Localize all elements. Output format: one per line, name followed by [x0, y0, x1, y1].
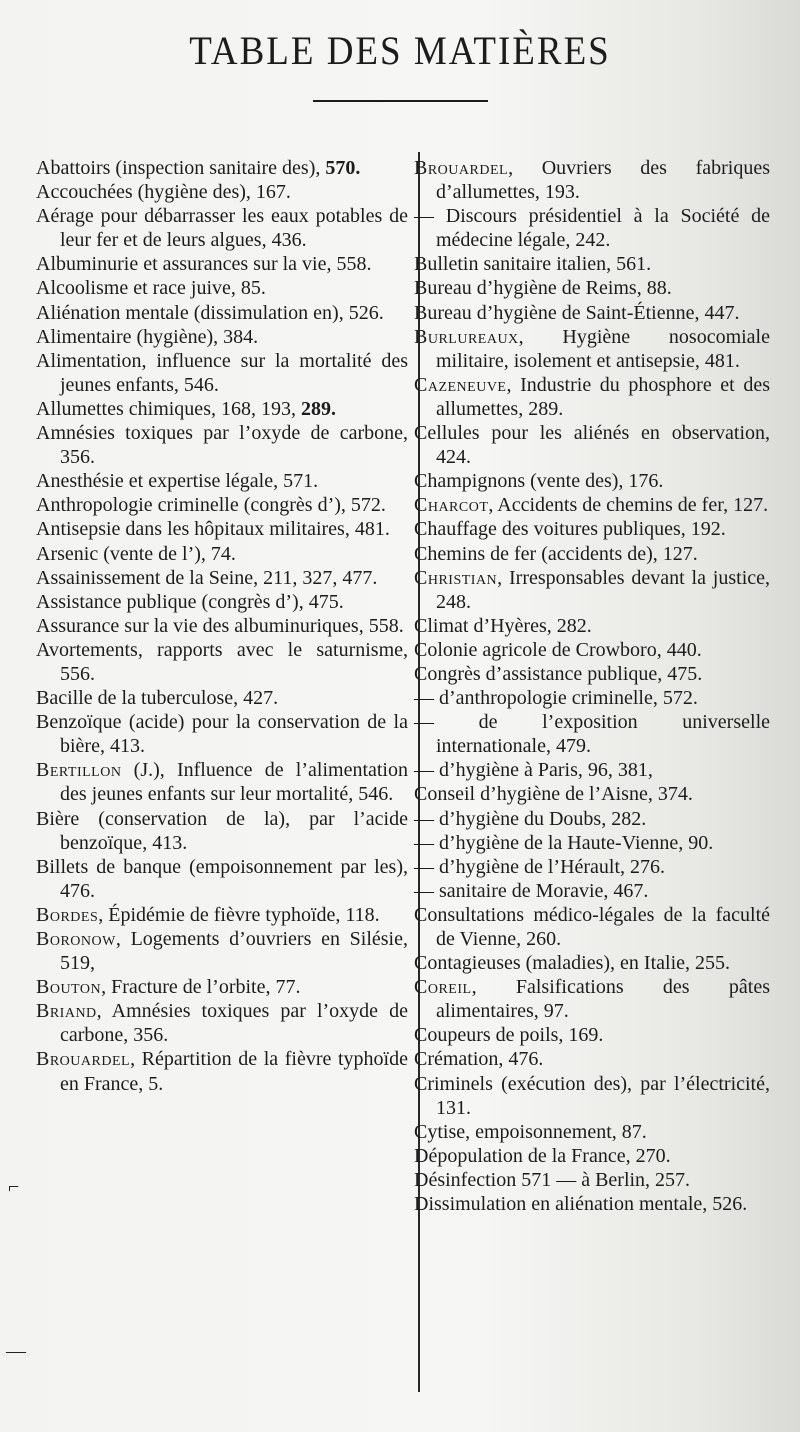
entry-text: Chauffage des voitures publiques, 192.	[414, 518, 726, 541]
index-entry	[414, 710, 770, 758]
index-entry	[414, 879, 770, 903]
entry-text: Cytise, empoisonnement, 87.	[414, 1120, 647, 1143]
entry-text: Coupeurs de poils, 169.	[414, 1024, 604, 1047]
entry-text: Assurance sur la vie des albuminuriques, 558.	[36, 614, 404, 637]
margin-mark: —	[6, 1340, 26, 1362]
index-entry	[36, 975, 408, 999]
index-entry	[36, 349, 408, 397]
entry-text: Contagieuses (maladies), en Italie, 255.	[414, 952, 731, 975]
index-entry	[36, 301, 408, 325]
author-name: Bouton	[36, 976, 102, 999]
index-entry	[414, 493, 770, 517]
author-name: Brouardel	[36, 1048, 131, 1071]
margin-mark: ⌐	[8, 1176, 20, 1198]
entry-text: Congrès d’assistance publique, 475.	[414, 662, 703, 685]
index-entry	[36, 686, 408, 710]
index-entry	[36, 325, 408, 349]
index-entry	[414, 1072, 770, 1120]
index-entry	[414, 566, 770, 614]
entry-text: Bureau d’hygiène de Saint-Étienne, 447.	[414, 301, 740, 324]
author-name: Boronow	[36, 928, 116, 950]
index-entry	[414, 252, 770, 276]
entry-text: Bacille de la tuberculose, 427.	[36, 687, 279, 710]
entry-text: Crémation, 476.	[414, 1048, 544, 1071]
right-column	[414, 156, 770, 1216]
index-entry	[414, 276, 770, 300]
index-entry	[414, 517, 770, 541]
index-entry	[414, 782, 770, 806]
entry-text: Amnésies toxiques par l’oxyde de carbone, 356.	[36, 422, 408, 469]
index-entry	[414, 686, 770, 710]
author-name: Bertillon	[36, 759, 122, 782]
entry-text: , Répartition de la fièvre typhoïde en France, 5.	[60, 1048, 408, 1095]
entry-text: Consultations médico-légales de la faculté de Vienne, 260.	[414, 903, 770, 950]
entry-text: Désinfection 571 — à Berlin, 257.	[414, 1168, 691, 1191]
entry-text: Allumettes chimiques, 168, 193,	[36, 397, 301, 420]
index-entry	[414, 325, 770, 373]
index-entry	[414, 1023, 770, 1047]
index-entry	[36, 542, 408, 566]
author-name: Briand	[36, 1000, 97, 1023]
index-entry	[414, 831, 770, 855]
entry-text: — d’anthropologie criminelle, 572.	[414, 687, 698, 710]
entry-text: Alcoolisme et race juive, 85.	[36, 277, 266, 300]
index-entry	[36, 999, 408, 1047]
author-name: Cazeneuve	[414, 373, 507, 396]
index-entry	[414, 1120, 770, 1144]
index-entry	[414, 903, 770, 951]
entry-text: Abattoirs (inspection sanitaire des),	[36, 157, 326, 179]
entry-text: Criminels (exécution des), par l’électricité, 131.	[414, 1072, 770, 1119]
entry-text: — d’hygiène à Paris, 96, 381,	[414, 759, 653, 782]
left-column	[36, 156, 408, 1096]
index-entry	[414, 542, 770, 566]
index-entry	[36, 590, 408, 614]
entry-text: Benzoïque (acide) pour la conservation de la bière, 413.	[36, 711, 408, 758]
entry-text: Dissimulation en aliénation mentale, 526.	[414, 1193, 748, 1216]
entry-text: Alimentaire (hygiène), 384.	[36, 325, 259, 348]
index-entry	[414, 1144, 770, 1168]
entry-text: Bureau d’hygiène de Reims, 88.	[414, 277, 672, 300]
entry-text: Champignons (vente des), 176.	[414, 470, 664, 493]
entry-text: Alimentation, influence sur la mortalité des jeunes enfants, 546.	[36, 349, 408, 396]
entry-text: Cellules pour les aliénés en observation, 424.	[414, 422, 770, 469]
entry-text: — d’hygiène du Doubs, 282.	[414, 807, 647, 830]
author-name: Burlureaux	[414, 325, 519, 348]
index-entry	[36, 614, 408, 638]
entry-text: Conseil d’hygiène de l’Aisne, 374.	[414, 783, 693, 806]
entry-text: , Fracture de l’orbite, 77.	[101, 976, 301, 999]
index-entry	[36, 517, 408, 541]
entry-text: Colonie agricole de Crowboro, 440.	[414, 638, 702, 661]
index-entry	[414, 855, 770, 879]
entry-text: Billets de banque (empoisonnement par les), 476.	[36, 855, 408, 902]
index-entry	[414, 1168, 770, 1192]
entry-text: Climat d’Hyères, 282.	[414, 614, 592, 637]
author-name: Bordes	[36, 903, 99, 926]
entry-text: , Amnésies toxiques par l’oxyde de carbone, 356.	[60, 1000, 408, 1047]
title-rule	[313, 100, 488, 102]
entry-text: Aliénation mentale (dissimulation en), 526.	[36, 301, 384, 324]
index-entry	[36, 1047, 408, 1095]
author-name: Charcot	[414, 494, 489, 517]
entry-text: Bière (conservation de la), par l’acide benzoïque, 413.	[36, 807, 408, 854]
entry-page-bold: 570.	[325, 157, 361, 179]
index-entry	[414, 638, 770, 662]
index-entry	[36, 276, 408, 300]
entry-text: — d’hygiène de l’Hérault, 276.	[414, 855, 666, 878]
entry-text: , Hygiène nosocomiale militaire, isolement et antisepsie, 481.	[436, 325, 770, 372]
index-entry	[414, 758, 770, 782]
entry-text: , Épidémie de fièvre typhoïde, 118.	[98, 903, 380, 926]
entry-text: Assistance publique (congrès d’), 475.	[36, 590, 344, 613]
index-entry	[36, 927, 408, 975]
index-entry	[414, 469, 770, 493]
index-entry	[36, 204, 408, 252]
index-entry	[36, 180, 408, 204]
index-entry	[36, 156, 408, 180]
author-name: Coreil	[414, 976, 472, 999]
index-entry	[36, 638, 408, 686]
index-entry	[36, 252, 408, 276]
entry-text: Avortements, rapports avec le saturnisme, 556.	[36, 638, 408, 685]
entry-text: — sanitaire de Moravie, 467.	[414, 879, 649, 902]
index-entry	[414, 301, 770, 325]
index-entry	[36, 566, 408, 590]
entry-text: Assainissement de la Seine, 211, 327, 477.	[36, 566, 378, 589]
entry-text: Anesthésie et expertise légale, 571.	[36, 470, 319, 493]
index-entry	[414, 1192, 770, 1216]
index-entry	[414, 1047, 770, 1071]
entry-text: , Accidents de chemins de fer, 127.	[488, 494, 769, 517]
entry-page-bold: 289.	[300, 397, 336, 420]
entry-text: — de l’exposition universelle internationale, 479.	[414, 711, 770, 758]
index-entry	[414, 373, 770, 421]
entry-text: Chemins de fer (accidents de), 127.	[414, 542, 698, 565]
page-title: TABLE DES MATIÈRES	[189, 29, 611, 74]
entry-text: , Logements d’ouvriers en Silésie, 519,	[60, 928, 408, 975]
index-entry	[414, 421, 770, 469]
entry-text: , Falsifications des pâtes alimentaires, 97.	[436, 976, 770, 1023]
entry-text: Anthropologie criminelle (congrès d’), 572.	[36, 494, 386, 517]
index-entry	[36, 421, 408, 469]
index-entry	[36, 855, 408, 903]
index-entry	[36, 493, 408, 517]
index-entry	[414, 951, 770, 975]
entry-text: Antisepsie dans les hôpitaux militaires, 481.	[36, 518, 390, 541]
entry-text: Albuminurie et assurances sur la vie, 558.	[36, 253, 372, 276]
index-entry	[36, 469, 408, 493]
index-entry	[414, 614, 770, 638]
author-name: Brouardel	[414, 157, 509, 179]
index-entry	[414, 975, 770, 1023]
index-entry	[414, 204, 770, 252]
index-entry	[36, 903, 408, 927]
entry-text: Bulletin sanitaire italien, 561.	[414, 253, 652, 276]
entry-text: (J.), Influence de l’alimentation des jeunes enfants sur leur mortalité, 546.	[60, 759, 408, 806]
index-entry	[36, 758, 408, 806]
index-entry	[414, 662, 770, 686]
entry-text: Aérage pour débarrasser les eaux potables de leur fer et de leurs algues, 436.	[36, 205, 408, 252]
index-entry	[36, 807, 408, 855]
index-entry	[36, 710, 408, 758]
entry-text: Accouchées (hygiène des), 167.	[36, 181, 291, 204]
entry-text: Dépopulation de la France, 270.	[414, 1144, 671, 1167]
entry-text: — d’hygiène de la Haute-Vienne, 90.	[414, 831, 714, 854]
index-entry	[414, 807, 770, 831]
author-name: Christian	[414, 566, 498, 589]
entry-text: , Ouvriers des fabriques d’allumettes, 193.	[436, 157, 770, 204]
entry-text: , Industrie du phosphore et des allumettes, 289.	[436, 373, 770, 420]
index-entry	[36, 397, 408, 421]
index-entry	[414, 156, 770, 204]
entry-text: , Irresponsables devant la justice, 248.	[436, 566, 770, 613]
entry-text: Arsenic (vente de l’), 74.	[36, 542, 236, 565]
entry-text: — Discours présidentiel à la Société de médecine légale, 242.	[414, 205, 770, 252]
